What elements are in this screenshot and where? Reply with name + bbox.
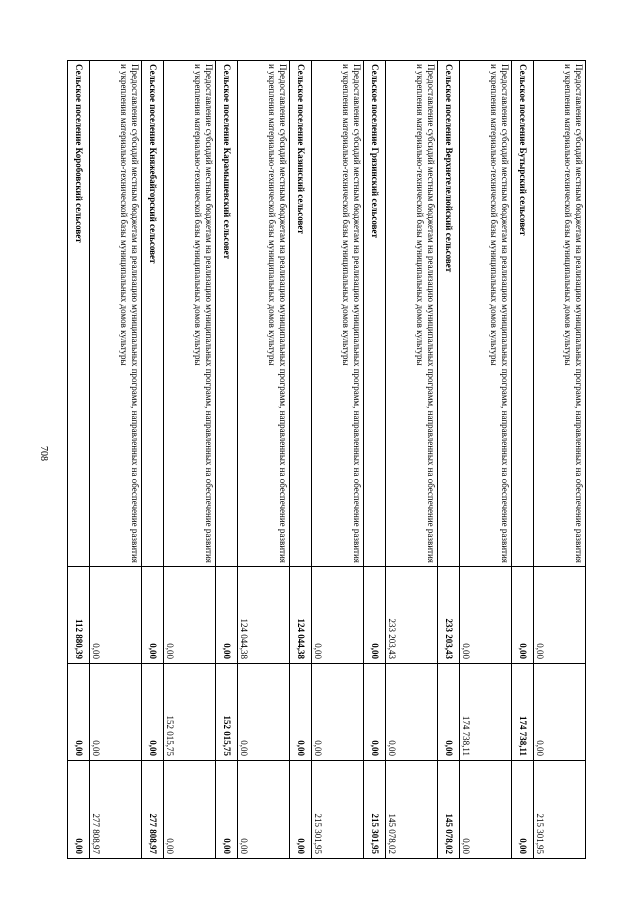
value-cell-3: 277 808,97	[142, 761, 164, 859]
value-cell-2: 0,00	[364, 664, 386, 761]
value-cell-3: 215 301,95	[364, 761, 386, 859]
row-name-cell: Предоставление субсидий местным бюджетам на реализацию муниципальных программ, направленных на обеспечение развития и укрепления материально-технической базы муниципальных домов культуры	[238, 61, 290, 567]
value-cell-1: 0,00	[216, 567, 238, 664]
value-cell-2: 0,00	[90, 664, 142, 761]
row-name-cell: Предоставление субсидий местным бюджетам на реализацию муниципальных программ, направленных на обеспечение развития и укрепления материально-технической базы муниципальных домов культуры	[534, 61, 586, 567]
budget-table	[67, 60, 586, 859]
subsidy-row	[460, 61, 512, 859]
value-cell-3: 0,00	[68, 761, 90, 859]
settlement-row	[438, 61, 460, 859]
value-cell-2: 152 015,75	[164, 664, 216, 761]
value-cell-2: 0,00	[438, 664, 460, 761]
value-cell-1: 0,00	[364, 567, 386, 664]
subsidy-row	[90, 61, 142, 859]
subsidy-row	[164, 61, 216, 859]
value-cell-3: 277 808,97	[90, 761, 142, 859]
value-cell-2: 0,00	[312, 664, 364, 761]
value-cell-3: 215 301,95	[534, 761, 586, 859]
value-cell-2: 0,00	[290, 664, 312, 761]
value-cell-3: 0,00	[238, 761, 290, 859]
subsidy-row	[534, 61, 586, 859]
budget-table-body	[68, 61, 586, 859]
value-cell-1: 0,00	[90, 567, 142, 664]
value-cell-3: 215 301,95	[312, 761, 364, 859]
row-name-cell: Сельское поселение Бутырский сельсовет	[512, 61, 534, 567]
subsidy-row	[238, 61, 290, 859]
value-cell-1: 124 044,38	[290, 567, 312, 664]
settlement-row	[142, 61, 164, 859]
value-cell-3: 145 078,02	[386, 761, 438, 859]
value-cell-1: 0,00	[512, 567, 534, 664]
value-cell-3: 0,00	[164, 761, 216, 859]
value-cell-1: 233 203,43	[386, 567, 438, 664]
value-cell-1: 112 880,39	[68, 567, 90, 664]
rotated-table-container	[70, 60, 586, 858]
page-number	[36, 441, 50, 465]
subsidy-row	[386, 61, 438, 859]
row-name-cell: Сельское поселение Казинский сельсовет	[290, 61, 312, 567]
table-area	[70, 60, 586, 858]
page-number-text: 708	[37, 445, 49, 461]
value-cell-1: 0,00	[312, 567, 364, 664]
settlement-row	[512, 61, 534, 859]
value-cell-2: 0,00	[534, 664, 586, 761]
subsidy-row	[312, 61, 364, 859]
value-cell-3: 145 078,02	[438, 761, 460, 859]
value-cell-2: 174 738,11	[460, 664, 512, 761]
value-cell-2: 152 015,75	[216, 664, 238, 761]
row-name-cell: Сельское поселение Грязинский сельсовет	[364, 61, 386, 567]
settlement-row	[290, 61, 312, 859]
value-cell-2: 0,00	[68, 664, 90, 761]
value-cell-3: 0,00	[290, 761, 312, 859]
value-cell-2: 0,00	[386, 664, 438, 761]
row-name-cell: Сельское поселение Верхнетелелюйский сельсовет	[438, 61, 460, 567]
settlement-row	[364, 61, 386, 859]
value-cell-3: 0,00	[460, 761, 512, 859]
value-cell-1: 0,00	[142, 567, 164, 664]
settlement-row	[68, 61, 90, 859]
settlement-row	[216, 61, 238, 859]
row-name-cell: Сельское поселение Карамышевский сельсовет	[216, 61, 238, 567]
value-cell-1: 0,00	[460, 567, 512, 664]
value-cell-1: 124 044,38	[238, 567, 290, 664]
row-name-cell: Сельское поселение Коробовский сельсовет	[68, 61, 90, 567]
row-name-cell: Предоставление субсидий местным бюджетам на реализацию муниципальных программ, направленных на обеспечение развития и укрепления материально-технической базы муниципальных домов культуры	[386, 61, 438, 567]
value-cell-3: 0,00	[512, 761, 534, 859]
value-cell-2: 0,00	[142, 664, 164, 761]
value-cell-2: 174 738,11	[512, 664, 534, 761]
value-cell-3: 0,00	[216, 761, 238, 859]
value-cell-1: 0,00	[534, 567, 586, 664]
row-name-cell: Предоставление субсидий местным бюджетам на реализацию муниципальных программ, направленных на обеспечение развития и укрепления материально-технической базы муниципальных домов культуры	[164, 61, 216, 567]
row-name-cell: Предоставление субсидий местным бюджетам на реализацию муниципальных программ, направленных на обеспечение развития и укрепления материально-технической базы муниципальных домов культуры	[460, 61, 512, 567]
row-name-cell: Предоставление субсидий местным бюджетам на реализацию муниципальных программ, направленных на обеспечение развития и укрепления материально-технической базы муниципальных домов культуры	[90, 61, 142, 567]
value-cell-1: 233 203,43	[438, 567, 460, 664]
value-cell-1: 0,00	[164, 567, 216, 664]
value-cell-2: 0,00	[238, 664, 290, 761]
row-name-cell: Предоставление субсидий местным бюджетам на реализацию муниципальных программ, направленных на обеспечение развития и укрепления материально-технической базы муниципальных домов культуры	[312, 61, 364, 567]
row-name-cell: Сельское поселение Княжебайгорский сельсовет	[142, 61, 164, 567]
